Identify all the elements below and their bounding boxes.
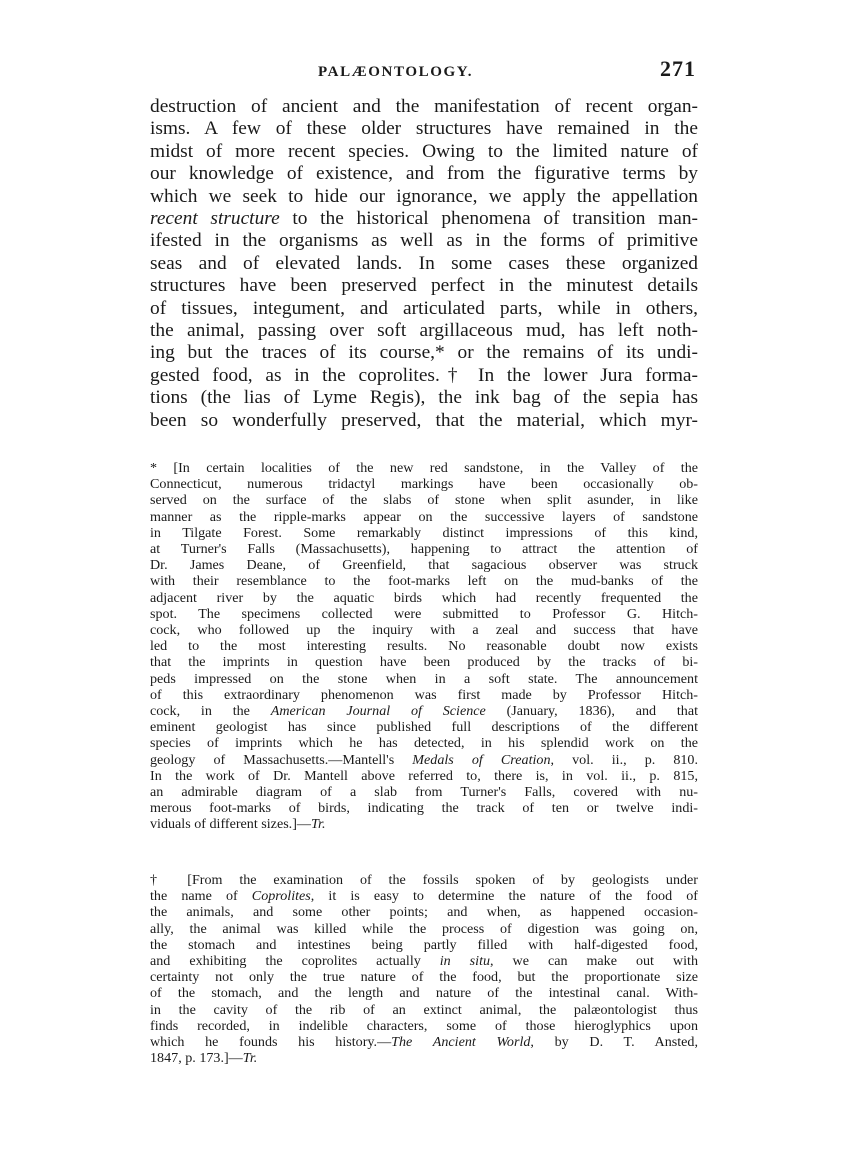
footnote-line: eminent geologist has since published full descriptions of the different (150, 719, 698, 736)
footnote-line: of the stomach, and the length and nature of the intestinal canal. With- (150, 985, 698, 1002)
footnote-line: at Turner's Falls (Massachusetts), happening to attract the attention of (150, 541, 698, 558)
footnote-line: cock, in the American Journal of Science (January, 1836), and that (150, 703, 698, 720)
footnote-line: finds recorded, in indelible characters, some of those hieroglyphics upon (150, 1017, 698, 1034)
footnote-line: ally, the animal was killed while the process of digestion was going on, (150, 920, 698, 937)
footnote-line: cock, who followed up the inquiry with a zeal and success that have (150, 622, 698, 639)
body-line: seas and of elevated lands. In some cases these organized (150, 252, 698, 274)
footnote-line: spot. The specimens collected were submitted to Professor G. Hitch- (150, 605, 698, 622)
footnote-line: that the imprints in question have been produced by the tracks of bi- (150, 654, 698, 671)
footnote-line: an admirable diagram of a slab from Turner's Falls, covered with nu- (150, 784, 698, 801)
body-line: of tissues, integument, and articulated parts, while in others, (150, 297, 698, 319)
footnote-line: and exhibiting the coprolites actually in situ, we can make out with (150, 953, 698, 970)
body-line: tions (the lias of Lyme Regis), the ink bag of the sepia has (150, 387, 698, 409)
body-line: midst of more recent species. Owing to the limited nature of (150, 140, 698, 162)
footnote-line: the name of Coprolites, it is easy to determine the nature of the food of (150, 888, 698, 905)
footnote-line: In the work of Dr. Mantell above referred to, there is, in vol. ii., p. 815, (150, 767, 698, 784)
footnote-line: led to the most interesting results. No reasonable doubt now exists (150, 638, 698, 655)
body-line: ifested in the organisms as well as in the forms of primitive (150, 230, 698, 252)
body-line: gested food, as in the coprolites.† In the lower Jura forma- (150, 364, 698, 386)
body-line: recent structure to the historical phenomena of transition man- (150, 208, 698, 230)
page-header (148, 56, 704, 94)
footnote-line: served on the surface of the slabs of stone when split asunder, in like (150, 492, 698, 509)
footnote-line: species of imprints which he has detected, in his splendid work on the (150, 735, 698, 752)
footnote-line: the stomach and intestines being partly filled with half-digested food, (150, 936, 698, 953)
body-line: structures have been preserved perfect in the minutest details (150, 275, 698, 297)
body-line: been so wonderfully preserved, that the material, which myr- (150, 409, 698, 431)
footnote-line: † [From the examination of the fossils spoken of by geologists under (150, 872, 698, 888)
footnote-line: adjacent river by the aquatic birds which had recently frequented the (150, 589, 698, 606)
body-line: destruction of ancient and the manifestation of recent organ- (150, 96, 698, 117)
footnote-line: Dr. James Deane, of Greenfield, that sagacious observer was struck (150, 557, 698, 574)
body-line: our knowledge of existence, and from the figurative terms by (150, 163, 698, 185)
body-line: isms. A few of these older structures have remained in the (150, 118, 698, 140)
footnote-line: merous foot-marks of birds, indicating the track of ten or twelve indi- (150, 800, 698, 817)
body-line: the animal, passing over soft argillaceous mud, has left noth- (150, 320, 698, 342)
footnote-line: peds impressed on the stone when in a soft state. The announcement (150, 670, 698, 687)
footnote-line: with their resemblance to the foot-marks left on the mud-banks of the (150, 573, 698, 590)
footnote-line: viduals of different sizes.]—Tr. (150, 816, 326, 833)
footnote-line: manner as the ripple-marks appear on the successive layers of sandstone (150, 508, 698, 525)
footnote-line: of this extraordinary phenomenon was first made by Professor Hitch- (150, 686, 698, 703)
page-number: 271 (660, 56, 696, 81)
running-head: PALÆONTOLOGY. (318, 64, 474, 80)
footnote-line: 1847, p. 173.]—Tr. (150, 1050, 258, 1067)
footnote-coprolites (150, 872, 698, 1066)
body-line: ing but the traces of its course,* or the remains of its undi- (150, 342, 698, 364)
footnote-line: * [In certain localities of the new red sandstone, in the Valley of the (150, 460, 698, 476)
footnote-line: in the cavity of the rib of an extinct animal, the palæontologist thus (150, 1001, 698, 1018)
main-text (150, 96, 698, 432)
body-line: which we seek to hide our ignorance, we apply the appellation (150, 185, 698, 207)
footnote-line: in Tilgate Forest. Some remarkably distinct impressions of this kind, (150, 524, 698, 541)
footnote-line: which he founds his history.—The Ancient World, by D. T. Ansted, (150, 1034, 698, 1051)
footnote-tracks (150, 460, 698, 833)
footnote-line: geology of Massachusetts.—Mantell's Medals of Creation, vol. ii., p. 810. (150, 751, 699, 768)
footnote-line: certainty not only the true nature of the food, but the proportionate size (150, 969, 698, 986)
footnote-line: Connecticut, numerous tridactyl markings have been occasionally ob- (150, 476, 698, 493)
footnote-line: the animals, and some other points; and when, as happened occasion- (150, 904, 698, 921)
